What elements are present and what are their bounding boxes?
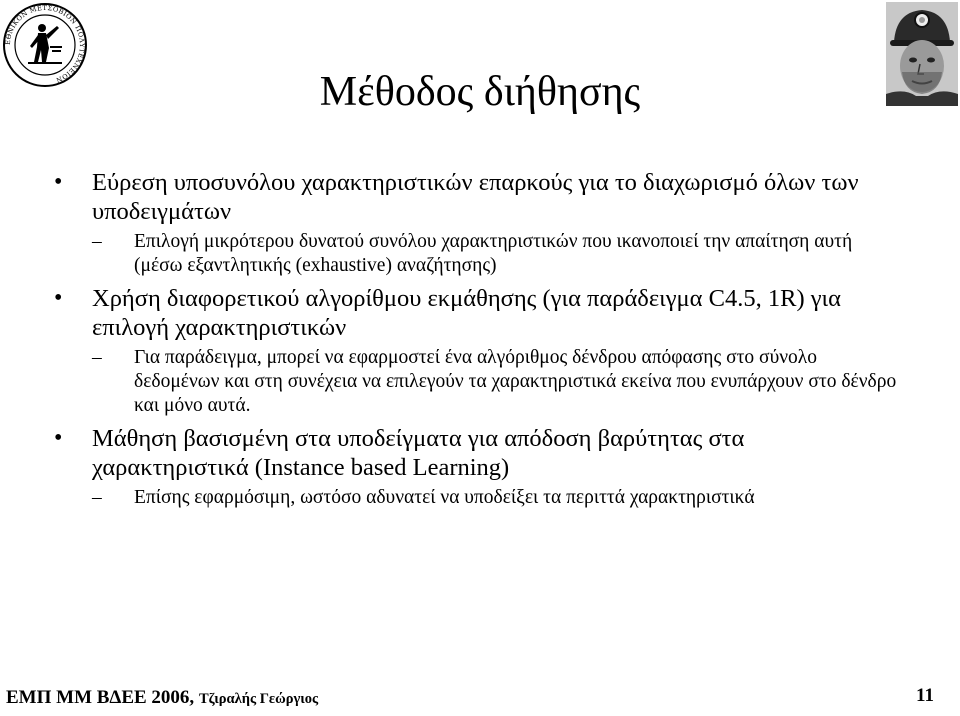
slide-body bbox=[0, 168, 960, 516]
bullet-text: Μάθηση βασισμένη στα υποδείγματα για απόδοση βαρύτητας στα χαρακτηριστικά (Instance based Learning) bbox=[92, 425, 745, 481]
slide-title: Μέθοδος διήθησης bbox=[319, 69, 641, 115]
page-number: 11 bbox=[916, 685, 934, 706]
sub-bullet-item bbox=[0, 230, 960, 278]
footer-author: Τζιραλής Γεώργιος bbox=[198, 691, 319, 707]
sub-bullet-item bbox=[0, 346, 960, 418]
sub-bullet-marker: – bbox=[92, 347, 102, 368]
sub-bullet-marker: – bbox=[92, 487, 102, 508]
footer-course-label: ΕΜΠ ΜΜ ΒΔΕΕ 2006, bbox=[6, 687, 195, 708]
sub-bullet-marker: – bbox=[92, 231, 102, 252]
bullet-item bbox=[0, 168, 960, 226]
bullet-item bbox=[0, 424, 960, 482]
sub-bullet-item bbox=[0, 486, 960, 510]
bullet-marker: • bbox=[54, 169, 63, 195]
seal-inscription: ΕΘΝΙΚΟΝ ΜΕΤΣΟΒΙΟΝ ΠΟΛΥΤΕΧΝΕΙΟΝ bbox=[3, 3, 87, 85]
bullet-marker: • bbox=[54, 285, 63, 311]
bullet-text: Εύρεση υποσυνόλου χαρακτηριστικών επαρκούς για το διαχωρισμό όλων των υποδειγμάτων bbox=[92, 169, 859, 225]
bullet-marker: • bbox=[54, 425, 63, 451]
sub-bullet-text: Για παράδειγμα, μπορεί να εφαρμοστεί ένα αλγόριθμος δένδρου απόφασης στο σύνολο δεδομένων και στη συνέχεια να επιλεγούν τα χαρακτηριστικά εκείνα που ενυπάρχουν στο δένδρο και μόνο αυτά. bbox=[134, 347, 897, 416]
footer-course bbox=[6, 687, 318, 709]
sub-bullet-text: Επίσης εφαρμόσιμη, ωστόσο αδυνατεί να υποδείξει τα περιττά χαρακτηριστικά bbox=[134, 487, 755, 508]
bullet-text: Χρήση διαφορετικού αλγορίθμου εκμάθησης (για παράδειγμα C4.5, 1R) για επιλογή χαρακτηριστικών bbox=[92, 285, 841, 341]
bullet-item bbox=[0, 284, 960, 342]
sub-bullet-text: Επιλογή μικρότερου δυνατού συνόλου χαρακτηριστικών που ικανοποιεί την απαίτηση αυτή (μέσω εξαντλητικής (exhaustive) αναζήτησης) bbox=[134, 231, 853, 276]
